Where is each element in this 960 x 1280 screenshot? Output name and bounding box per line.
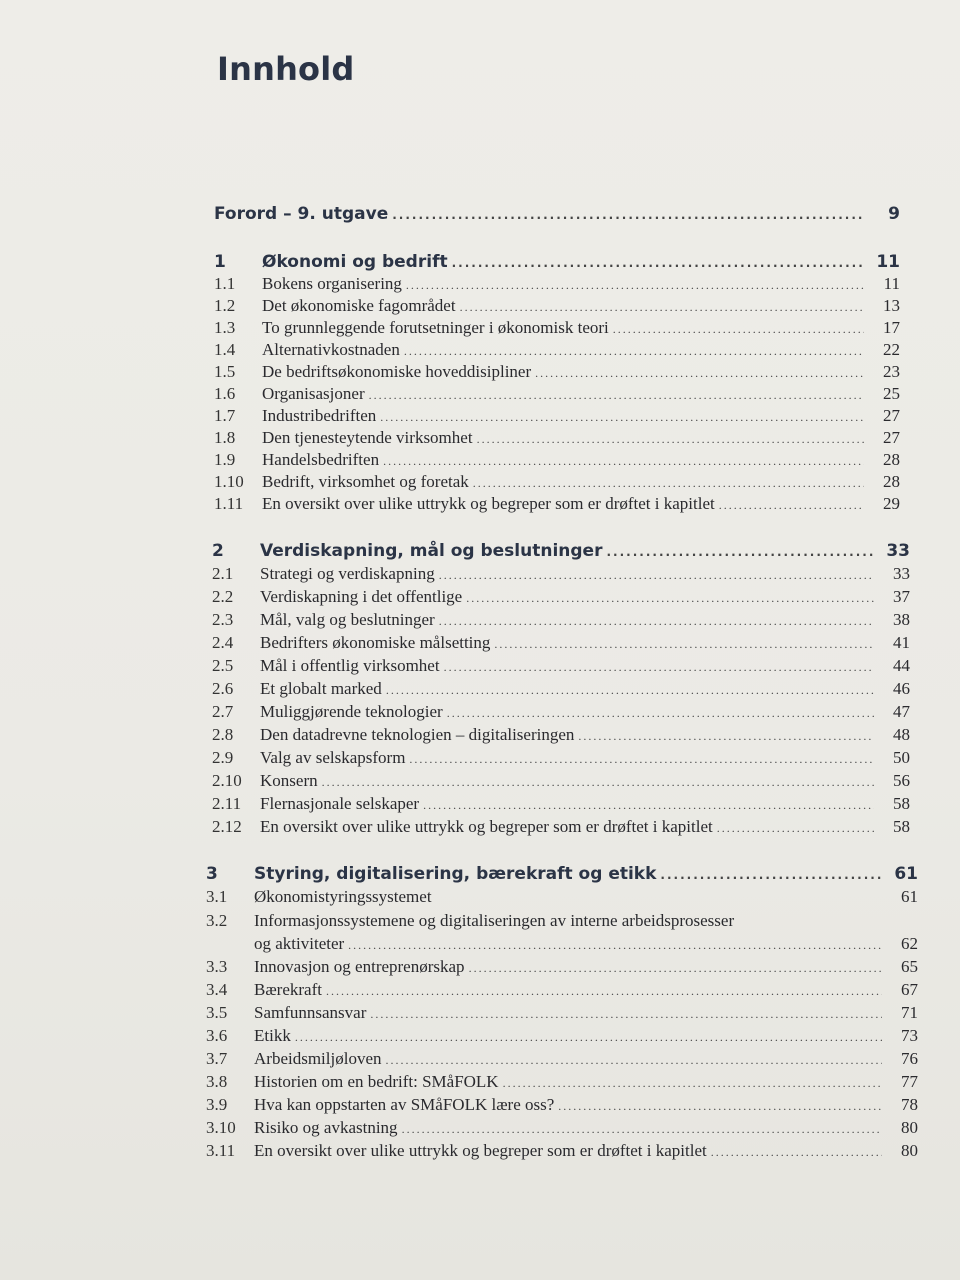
page-number: 22	[883, 340, 900, 359]
section-number: 2.1	[212, 564, 234, 583]
toc-entry[interactable]	[214, 317, 900, 340]
section-title: Bokens organisering	[262, 274, 402, 293]
dot-leader	[494, 633, 874, 655]
section-number: 3.10	[206, 1118, 236, 1137]
section-number: 2.3	[212, 610, 234, 629]
section-number: 2.2	[212, 587, 234, 606]
page-number: 50	[893, 748, 910, 767]
toc-entry[interactable]	[212, 632, 910, 655]
section-number: 2.10	[212, 771, 242, 790]
page-number: 80	[901, 1141, 918, 1160]
page-number: 25	[883, 384, 900, 403]
page-number: 28	[883, 472, 900, 491]
toc-entry[interactable]	[206, 1094, 918, 1117]
section-title: Mål, valg og beslutninger	[260, 610, 435, 629]
page-number: 65	[901, 957, 918, 976]
dot-leader	[466, 587, 874, 609]
page-number: 73	[901, 1026, 918, 1045]
page-number: 80	[901, 1118, 918, 1137]
dot-leader	[452, 252, 864, 274]
page-number: 38	[893, 610, 910, 629]
toc-chapter[interactable]	[214, 251, 900, 274]
dot-leader	[385, 1049, 882, 1071]
dot-leader	[369, 384, 864, 406]
section-title: En oversikt over ulike uttrykk og begreper som er drøftet i kapitlet	[262, 494, 715, 513]
dot-leader	[348, 934, 882, 956]
toc-entry[interactable]	[206, 1071, 918, 1094]
toc-entry[interactable]	[212, 770, 910, 793]
page-number: 33	[886, 541, 910, 561]
section-number: 1.8	[214, 428, 236, 447]
page-number: 29	[883, 494, 900, 513]
section-title: Et globalt marked	[260, 679, 382, 698]
page-number: 78	[901, 1095, 918, 1114]
section-number: 1.11	[214, 494, 244, 513]
dot-leader	[719, 494, 864, 516]
toc-entry[interactable]	[214, 339, 900, 362]
section-number: 3.2	[206, 911, 228, 930]
dot-leader	[558, 1095, 882, 1117]
page-number: 48	[893, 725, 910, 744]
toc-entry[interactable]	[214, 449, 900, 472]
dot-leader	[326, 980, 882, 1002]
section-title: Verdiskapning i det offentlige	[260, 587, 463, 606]
section-number: 3.5	[206, 1003, 228, 1022]
chapter-title: Styring, digitalisering, bærekraft og etikk	[254, 864, 657, 884]
dot-leader	[370, 1003, 882, 1025]
toc-entry[interactable]	[212, 655, 910, 678]
section-title: Den tjenesteytende virksomhet	[262, 428, 473, 447]
section-title: Det økonomiske fagområdet	[262, 296, 456, 315]
toc-entry[interactable]	[212, 609, 910, 632]
section-number: 1.2	[214, 296, 236, 315]
section-number: 2.12	[212, 817, 242, 836]
section-title: En oversikt over ulike uttrykk og begreper som er drøftet i kapitlet	[260, 817, 713, 836]
dot-leader	[469, 957, 882, 979]
dot-leader	[447, 702, 874, 724]
section-title: En oversikt over ulike uttrykk og begreper som er drøftet i kapitlet	[254, 1141, 707, 1160]
dot-leader	[423, 794, 874, 816]
section-number: 3.11	[206, 1141, 236, 1160]
section-title: Bærekraft	[254, 980, 322, 999]
section-number: 3.1	[206, 887, 228, 906]
dot-leader	[322, 771, 874, 793]
section-number: 2.11	[212, 794, 242, 813]
toc-entry[interactable]	[206, 1117, 918, 1140]
dot-leader	[535, 362, 864, 384]
dot-leader	[606, 541, 874, 563]
dot-leader	[386, 679, 874, 701]
toc-entry-continuation[interactable]	[206, 933, 918, 956]
toc-entry[interactable]	[212, 747, 910, 770]
section-number: 1.9	[214, 450, 236, 469]
toc-entry[interactable]	[214, 405, 900, 428]
dot-leader	[439, 564, 874, 586]
section-number: 3.4	[206, 980, 228, 999]
dot-leader	[295, 1026, 882, 1048]
page-number: 27	[883, 406, 900, 425]
section-number: 2.7	[212, 702, 234, 721]
section-title: Organisasjoner	[262, 384, 365, 403]
section-number: 1.3	[214, 318, 236, 337]
section-title: Bedrifters økonomiske målsetting	[260, 633, 491, 652]
page-number: 28	[883, 450, 900, 469]
section-title: Etikk	[254, 1026, 291, 1045]
page-number: 27	[883, 428, 900, 447]
page-number: 76	[901, 1049, 918, 1068]
section-title: De bedriftsøkonomiske hoveddisipliner	[262, 362, 532, 381]
section-title: Konsern	[260, 771, 318, 790]
section-number: 1.7	[214, 406, 236, 425]
page-number: 47	[893, 702, 910, 721]
toc-entry[interactable]	[214, 361, 900, 384]
chapter-number: 3	[206, 864, 218, 884]
toc-chapter[interactable]	[206, 863, 918, 886]
section-number: 2.8	[212, 725, 234, 744]
section-title: Flernasjonale selskaper	[260, 794, 420, 813]
page-number: 33	[893, 564, 910, 583]
toc-chapter[interactable]	[212, 540, 910, 563]
page-number: 62	[901, 934, 918, 953]
page-number: 9	[888, 204, 900, 224]
section-number: 1.1	[214, 274, 236, 293]
toc-entry[interactable]	[212, 678, 910, 701]
dot-leader	[409, 748, 874, 770]
page-number: 41	[893, 633, 910, 652]
dot-leader	[439, 610, 874, 632]
section-number: 3.3	[206, 957, 228, 976]
section-title: Industribedriften	[262, 406, 377, 425]
page-number: 46	[893, 679, 910, 698]
dot-leader	[380, 406, 864, 428]
toc-entry[interactable]	[212, 586, 910, 609]
toc-entry[interactable]	[206, 1140, 918, 1163]
toc-entry[interactable]	[214, 273, 900, 296]
page-number: 11	[883, 274, 900, 293]
section-number: 2.9	[212, 748, 234, 767]
section-number: 2.5	[212, 656, 234, 675]
page-number: 58	[893, 794, 910, 813]
page-number: 23	[883, 362, 900, 381]
page-number: 37	[893, 587, 910, 606]
page-number: 13	[883, 296, 900, 315]
dot-leader	[613, 318, 864, 340]
section-title: Risiko og avkastning	[254, 1118, 398, 1137]
section-title: Innovasjon og entreprenørskap	[254, 957, 465, 976]
dot-leader	[404, 340, 864, 362]
dot-leader	[717, 817, 874, 839]
dot-leader	[392, 204, 864, 226]
toc-foreword[interactable]	[214, 203, 900, 226]
chapter-title: Økonomi og bedrift	[262, 252, 448, 272]
section-title: Mål i offentlig virksomhet	[260, 656, 440, 675]
section-title: Samfunnsansvar	[254, 1003, 367, 1022]
toc-entry[interactable]	[214, 295, 900, 318]
dot-leader	[660, 864, 882, 886]
section-title: Strategi og verdiskapning	[260, 564, 435, 583]
page-number: 77	[901, 1072, 918, 1091]
dot-leader	[460, 296, 864, 318]
dot-leader	[503, 1072, 882, 1094]
section-number: 1.4	[214, 340, 236, 359]
chapter-title: Verdiskapning, mål og beslutninger	[260, 541, 603, 561]
page-number: 44	[893, 656, 910, 675]
section-title: Bedrift, virksomhet og foretak	[262, 472, 469, 491]
section-number: 1.5	[214, 362, 236, 381]
section-title: Arbeidsmiljøloven	[254, 1049, 382, 1068]
dot-leader	[711, 1141, 882, 1163]
section-title: Den datadrevne teknologien – digitaliseringen	[260, 725, 575, 744]
section-number: 3.9	[206, 1095, 228, 1114]
page-title: Innhold	[217, 50, 355, 88]
toc-entry[interactable]	[206, 886, 918, 909]
section-title: Historien om en bedrift: SMåFOLK	[254, 1072, 499, 1091]
toc-entry[interactable]	[212, 701, 910, 724]
dot-leader	[383, 450, 864, 472]
toc-entry[interactable]	[212, 793, 910, 816]
section-number: 1.6	[214, 384, 236, 403]
section-title: Økonomistyringssystemet	[254, 887, 432, 906]
foreword-label: Forord – 9. utgave	[214, 204, 389, 224]
page-number: 56	[893, 771, 910, 790]
toc-entry[interactable]	[212, 724, 910, 747]
dot-leader	[578, 725, 874, 747]
toc-entry[interactable]	[214, 427, 900, 450]
chapter-number: 2	[212, 541, 224, 561]
toc-entry[interactable]	[206, 1002, 918, 1025]
toc-entry[interactable]	[206, 979, 918, 1002]
toc-entry[interactable]	[206, 1048, 918, 1071]
page-number: 61	[901, 887, 918, 906]
section-title[interactable]: Informasjonssystemene og digitaliseringen av interne arbeidsprosesser	[254, 911, 735, 930]
dot-leader	[473, 472, 864, 494]
section-number: 3.6	[206, 1026, 228, 1045]
toc-entry[interactable]	[206, 1025, 918, 1048]
page-number: 17	[883, 318, 900, 337]
page-number: 11	[876, 252, 900, 272]
section-number: 2.6	[212, 679, 234, 698]
section-title: Muliggjørende teknologier	[260, 702, 443, 721]
dot-leader	[402, 1118, 882, 1140]
page-number: 58	[893, 817, 910, 836]
toc-entry[interactable]	[214, 383, 900, 406]
toc-entry[interactable]	[206, 956, 918, 979]
section-number: 3.8	[206, 1072, 228, 1091]
dot-leader	[406, 274, 864, 296]
page-number: 61	[894, 864, 918, 884]
section-number: 3.7	[206, 1049, 228, 1068]
section-number: 2.4	[212, 633, 234, 652]
page-number: 67	[901, 980, 918, 999]
section-number: 1.10	[214, 472, 244, 491]
toc-entry[interactable]	[214, 471, 900, 494]
page-number: 71	[901, 1003, 918, 1022]
dot-leader	[477, 428, 864, 450]
section-title: Alternativkostnaden	[262, 340, 400, 359]
section-title: Handelsbedriften	[262, 450, 380, 469]
section-title: Hva kan oppstarten av SMåFOLK lære oss?	[254, 1095, 555, 1114]
section-title: Valg av selskapsform	[260, 748, 406, 767]
toc-entry[interactable]	[214, 493, 900, 516]
section-title: To grunnleggende forutsetninger i økonomisk teori	[262, 318, 609, 337]
dot-leader	[444, 656, 874, 678]
toc-entry[interactable]	[212, 563, 910, 586]
toc-entry	[206, 910, 918, 932]
toc-entry[interactable]	[212, 816, 910, 839]
section-title-continued: og aktiviteter	[254, 934, 345, 953]
chapter-number: 1	[214, 252, 226, 272]
